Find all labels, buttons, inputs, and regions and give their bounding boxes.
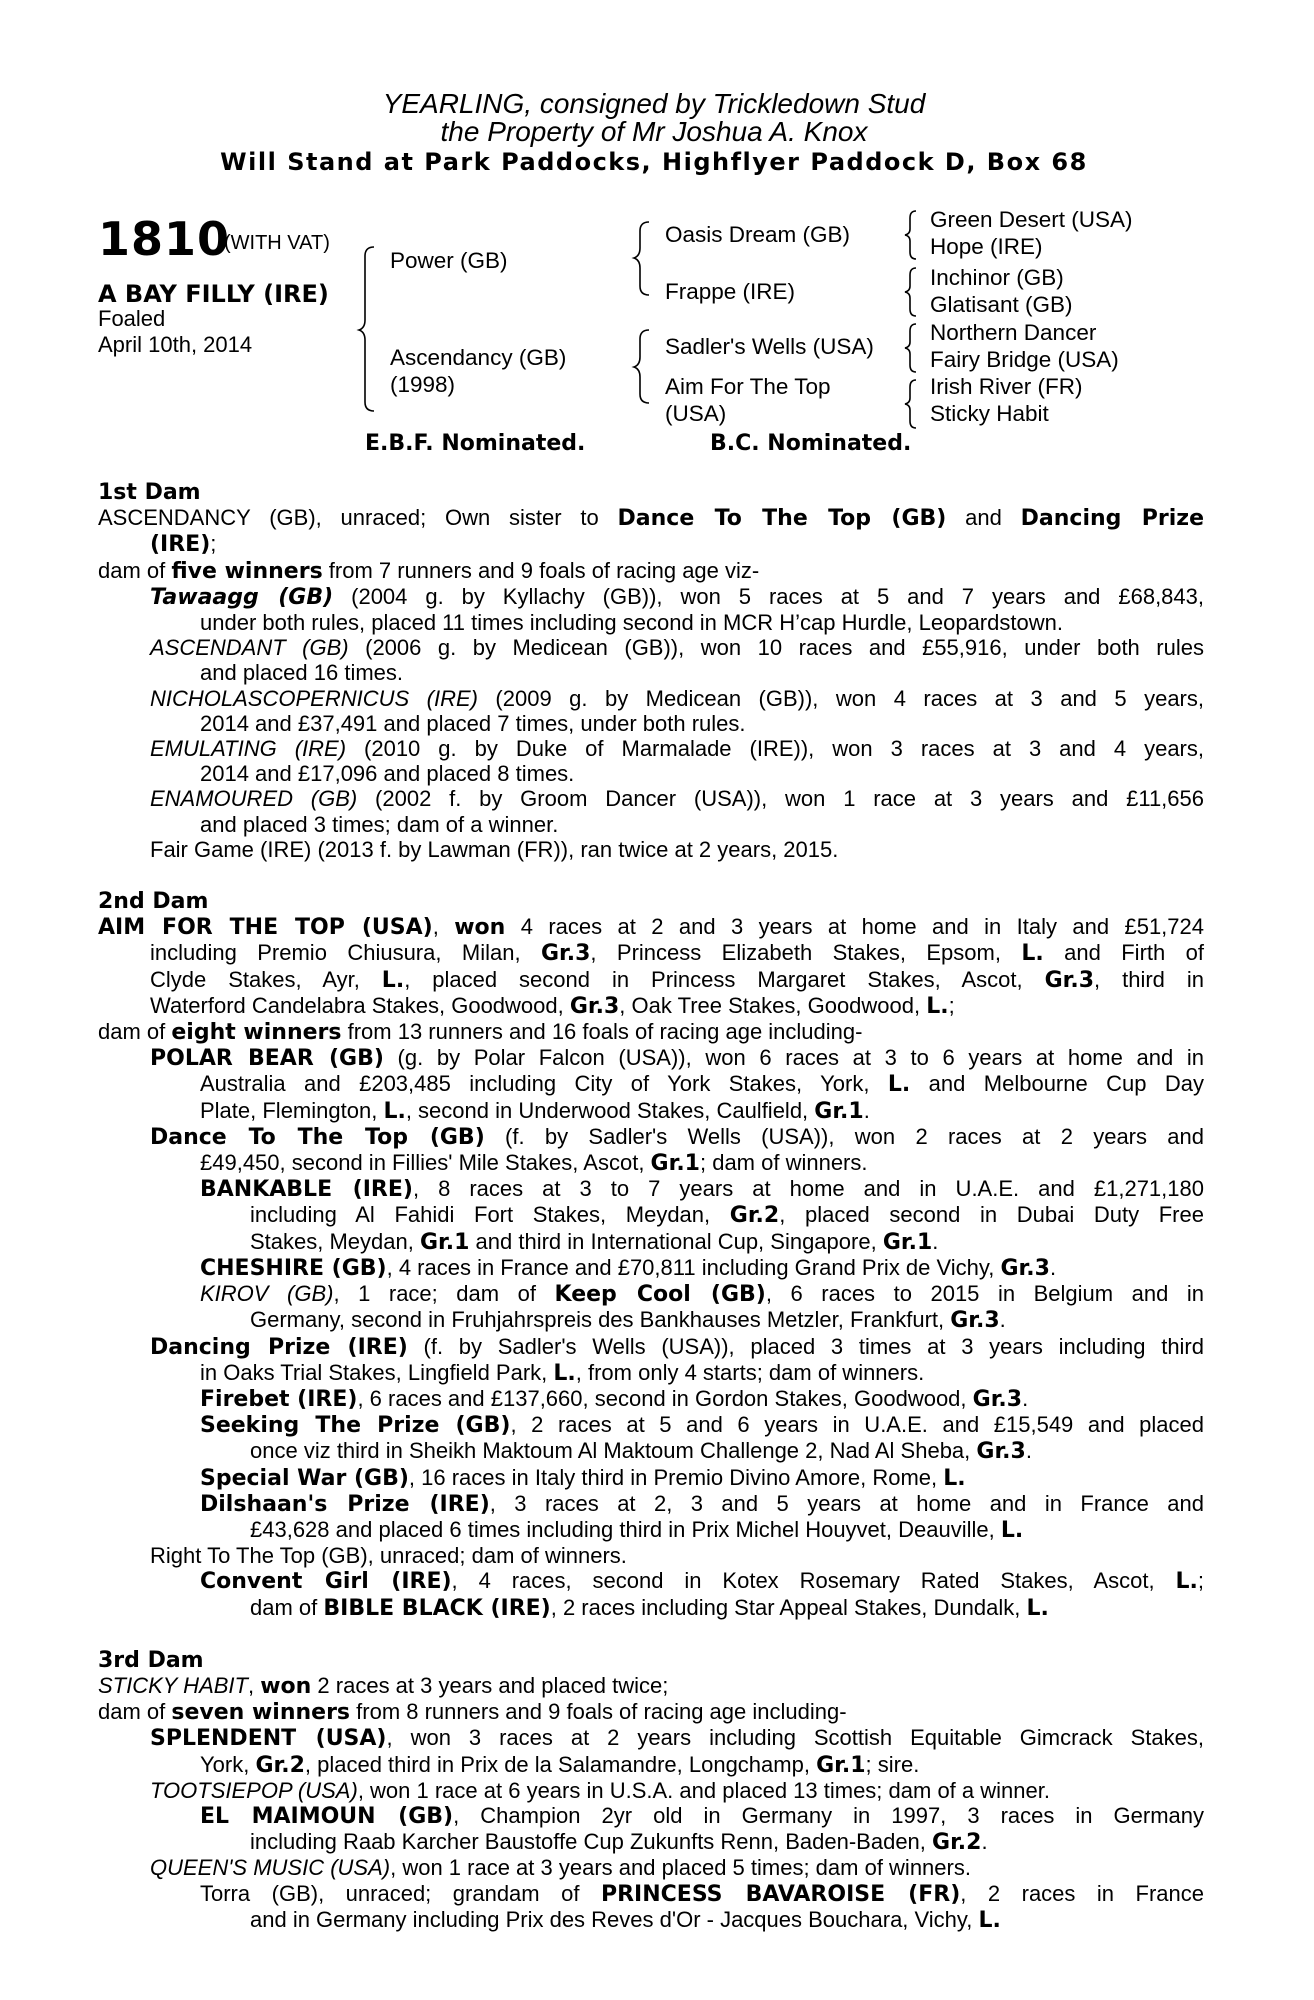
text-line [98,1491,1204,1517]
text-segment: , Champion 2yr old in Germany in 1997, 3 races in Germany [453,1802,1204,1828]
text-line [98,837,1204,862]
text-segment: , 1 race; dam of [333,1281,555,1307]
text-segment: , third in [1094,966,1204,992]
bold-text: L. [926,993,949,1019]
bold-text: L. [887,1072,911,1098]
bold-text: CHESHIRE (GB) [200,1255,387,1281]
bold-text: Gr.1 [650,1151,700,1177]
text-segment: Fair Game (IRE) (2013 f. by Lawman (FR)), ran twice at 2 years, 2015. [150,836,839,862]
header-line-1: YEARLING, consigned by Trickledown Stud [382,88,926,119]
text-segment: ; sire. [865,1751,920,1777]
text-segment: (f. by Sadler's Wells (USA)), won 2 races at 2 years and [484,1123,1205,1149]
text-segment: (2004 g. by Kyllachy (GB)), won 5 races at 5 and 7 years and £68,843, [333,583,1204,609]
italic-text: ENAMOURED (GB) [150,786,358,812]
pedigree-sss: Green Desert (USA) [930,207,1133,232]
text-segment: (2010 g. by Duke of Marmalade (IRE)), won 3 races at 3 and 4 years, [346,736,1204,762]
text-segment: ASCENDANCY (GB), unraced; Own sister to [98,505,618,531]
text-segment: , 6 races to 2015 in Belgium and in [765,1281,1205,1307]
text-segment: , Princess Elizabeth Stakes, Epsom, [590,940,1022,966]
text-segment: and [946,505,1021,531]
text-segment: dam of [98,1019,172,1045]
text-segment: . [999,1307,1006,1333]
text-segment: 2014 and £37,491 and placed 7 times, under both rules. [200,710,746,736]
text-segment: . [1022,1385,1029,1411]
bold-text: Dancing Prize [1020,506,1204,532]
text-segment: from 7 runners and 9 foals of racing age viz- [322,557,760,583]
bold-text: Gr.3 [950,1308,1000,1334]
section-heading [98,479,1204,505]
bold-text: Dilshaan's Prize (IRE) [200,1491,490,1517]
bold-text: Gr.1 [419,1229,470,1255]
text-segment: dam of [98,1699,172,1725]
text-segment: , [247,1672,261,1698]
text-line [98,1202,1204,1228]
bold-text: Gr.2 [255,1752,305,1778]
text-line [98,1699,1204,1725]
text-line [98,1360,1204,1386]
bold-text: PRINCESS BAVAROISE (FR) [600,1881,961,1907]
pedigree-dam-dam-country: (USA) [665,401,727,426]
text-segment: . [932,1228,939,1254]
text-segment: ; [1197,1568,1204,1594]
pedigree-dss: Northern Dancer [930,320,1097,345]
text-segment: Right To The Top (GB), unraced; dam of winners. [150,1543,627,1569]
text-line [98,1725,1204,1751]
bold-text: Gr.2 [729,1203,780,1229]
bold-text: eight winners [171,1020,342,1046]
bold-text: L. [943,1465,966,1491]
bold-text: Gr.1 [814,1098,864,1124]
text-segment: 2 races at 3 years and placed twice; [311,1672,669,1698]
text-segment: once viz third in Sheikh Maktoum Al Maktoum Challenge 2, Nad Al Sheba, [250,1438,977,1464]
section-heading [98,1647,1204,1673]
text-line [98,1517,1204,1543]
text-line [98,1124,1204,1150]
text-segment: and in Germany including Prix des Reves d'Or - Jacques Bouchara, Vichy, [250,1906,979,1932]
pedigree-sds: Inchinor (GB) [930,265,1064,290]
italic-text: EMULATING (IRE) [150,736,347,762]
text-line [98,1881,1204,1907]
bold-text: L. [383,1098,406,1124]
bold-text: Gr.3 [1000,1255,1050,1281]
bold-text: won [260,1673,312,1699]
text-segment: ; dam of winners. [699,1150,868,1176]
text-segment: including Premio Chiusura, Milan, [150,940,541,966]
text-segment: , second in Underwood Stakes, Caulfield, [405,1097,815,1123]
text-line [98,1255,1204,1281]
text-line [98,1543,1204,1568]
bold-text: Seeking The Prize (GB) [200,1413,511,1439]
text-segment: , 2 races at 5 and 6 years in U.A.E. and £15,549 and placed [510,1412,1204,1438]
text-segment: , 2 races in France [960,1880,1205,1906]
text-line [98,812,1204,837]
lot-number: 1810 [98,212,231,266]
text-segment: Waterford Candelabra Stakes, Goodwood, [150,992,570,1018]
bold-text: 1st Dam [98,480,201,505]
bold-text: Tawaagg (GB) [150,584,334,610]
text-segment: from 13 runners and 16 foals of racing age including- [341,1019,863,1045]
bold-text: BANKABLE (IRE) [200,1177,413,1203]
text-line [98,1907,1204,1933]
text-segment: and third in International Cup, Singapore, [469,1228,883,1254]
text-line [98,1229,1204,1255]
text-line [98,993,1204,1019]
text-line [98,1595,1204,1621]
bold-text: Gr.3 [540,941,591,967]
text-segment: (2002 f. by Groom Dancer (USA)), won 1 race at 3 years and £11,656 [357,786,1204,812]
text-segment: 2014 and £17,096 and placed 8 times. [200,761,575,787]
text-line [98,736,1204,761]
bold-text: L. [978,1907,1001,1933]
text-segment: and placed 3 times; dam of a winner. [200,811,559,837]
text-line [98,1752,1204,1778]
text-line [98,1098,1204,1124]
bold-text: won [454,915,506,941]
text-line [98,1019,1204,1045]
text-segment: , Oak Tree Stakes, Goodwood, [619,992,927,1018]
text-line [98,1855,1204,1880]
text-segment: and Firth of [1043,940,1204,966]
text-line [98,558,1204,584]
bold-text: SPLENDENT (USA) [150,1726,387,1752]
text-line [98,1829,1204,1855]
bold-text: L. [1021,941,1044,967]
bold-text: Gr.1 [816,1752,866,1778]
italic-text: KIROV (GB) [200,1281,334,1307]
bold-text: Gr.2 [932,1830,982,1856]
text-line [98,686,1204,711]
text-segment: ; [210,531,217,557]
bold-text: L. [553,1360,576,1386]
bold-text: Convent Girl (IRE) [200,1569,452,1595]
italic-text: QUEEN'S MUSIC (USA) [150,1855,391,1881]
text-segment: Stakes, Meydan, [250,1228,420,1254]
bold-text: L. [1026,1595,1049,1621]
bold-text: (IRE) [150,532,211,558]
text-line [98,1307,1204,1333]
text-segment: Plate, Flemington, [200,1097,384,1123]
bold-text: Gr.3 [569,993,620,1019]
text-line [98,1778,1204,1803]
foaled-date: April 10th, 2014 [98,332,253,357]
text-segment: , 3 races at 2, 3 and 5 years at home and in France and [489,1490,1204,1516]
text-segment: (f. by Sadler's Wells (USA)), placed 3 times at 3 years including third [407,1333,1204,1359]
text-line [98,1438,1204,1464]
italic-text: TOOTSIEPOP (USA) [150,1777,358,1803]
text-segment: (2009 g. by Medicean (GB)), won 4 races at 3 and 5 years, [477,685,1204,711]
text-segment: , placed third in Prix de la Salamandre, Longchamp, [304,1751,817,1777]
text-segment: under both rules, placed 11 times including second in MCR H’cap Hurdle, Leopardstown. [200,610,1063,636]
bold-text: Gr.1 [882,1229,933,1255]
bold-text: 2nd Dam [98,889,209,915]
text-segment: and placed 16 times. [200,660,404,686]
bold-text: Keep Cool (GB) [554,1282,766,1308]
text-segment: including Raab Karcher Baustoffe Cup Zukunfts Renn, Baden-Baden, [250,1829,933,1855]
italic-text: STICKY HABIT [98,1672,248,1698]
foaled-label: Foaled [98,306,166,331]
italic-text: NICHOLASCOPERNICUS (IRE) [150,685,478,711]
bold-text: Gr.3 [972,1386,1023,1412]
text-line [98,914,1204,940]
ebf-nominated: E.B.F. Nominated. [365,431,586,456]
bold-text: Dancing Prize (IRE) [150,1334,408,1360]
text-line [98,940,1204,966]
text-segment: , 2 races including Star Appeal Stakes, Dundalk, [550,1594,1027,1620]
pedigree-sdd: Glatisant (GB) [930,292,1073,317]
text-line [98,1568,1204,1594]
pedigree-ddd: Sticky Habit [930,401,1049,426]
text-line [98,660,1204,685]
text-segment: . [863,1097,870,1123]
text-segment: £49,450, second in Fillies' Mile Stakes, Ascot, [200,1150,651,1176]
text-segment: . [1025,1438,1032,1464]
text-segment: , 8 races at 3 to 7 years at home and in U.A.E. and £1,271,180 [412,1176,1204,1202]
text-line [98,1673,1204,1699]
bold-text: L. [1175,1569,1198,1595]
text-segment: . [1049,1254,1057,1280]
text-segment: from 8 runners and 9 foals of racing age including- [350,1699,847,1725]
text-segment: ; [948,992,955,1018]
text-segment: , won 3 races at 2 years including Scottish Equitable Gimcrack Stakes, [386,1725,1205,1751]
text-segment: , 6 races and £137,660, second in Gordon Stakes, Goodwood, [357,1385,973,1411]
text-segment: Germany, second in Fruhjahrspreis des Bankhauses Metzler, Frankfurt, [250,1307,951,1333]
text-segment: , placed second in Dubai Duty Free [779,1202,1204,1228]
text-segment: and Melbourne Cup Day [910,1071,1205,1097]
text-segment: Torra (GB), unraced; grandam of [200,1880,601,1906]
pedigree-dam: Ascendancy (GB) [390,345,567,370]
text-line [98,1334,1204,1360]
text-segment: York, [200,1751,256,1777]
text-line [98,1412,1204,1438]
bold-text: Dance To The Top (GB) [150,1124,485,1150]
text-segment: , 4 races in France and £70,811 including Grand Prix de Vichy, [386,1254,1001,1280]
text-segment: £43,628 and placed 6 times including third in Prix Michel Houyvet, Deauville, [250,1516,1001,1542]
text-segment: , won 1 race at 3 years and placed 5 times; dam of winners. [390,1855,971,1881]
bold-text: 3rd Dam [98,1647,204,1673]
text-segment: , 16 races in Italy third in Premio Divino Amore, Rome, [408,1464,944,1490]
text-segment: . [981,1829,988,1855]
text-segment: , won 1 race at 6 years in U.S.A. and placed 13 times; dam of a winner. [357,1777,1050,1803]
pedigree-sire: Power (GB) [390,248,508,273]
catalogue-body [98,479,1204,1933]
text-segment: , placed second in Princess Margaret Stakes, Ascot, [404,966,1045,992]
bold-text: L. [381,967,405,993]
text-line [98,1803,1204,1829]
bold-text: POLAR BEAR (GB) [150,1046,384,1072]
text-segment: , from only 4 starts; dam of winners. [575,1359,925,1385]
bold-text: Gr.3 [976,1439,1026,1465]
text-line [98,1176,1204,1202]
bold-text: Gr.3 [1044,967,1095,993]
bold-text: five winners [171,558,323,584]
pedigree-dam-dam: Aim For The Top [665,374,831,399]
text-line [98,786,1204,811]
text-segment: Clyde Stakes, Ayr, [150,966,382,992]
text-line [98,1071,1204,1097]
text-line [98,635,1204,660]
text-segment: 4 races at 2 and 3 years at home and in Italy and £51,724 [505,914,1204,940]
pedigree-dds: Irish River (FR) [930,374,1083,399]
bold-text: AIM FOR THE TOP (USA) [98,915,433,941]
bold-text: Special War (GB) [200,1465,409,1491]
bold-text: EL MAIMOUN (GB) [200,1803,454,1829]
vat-label: (WITH VAT) [224,232,330,254]
text-segment: Australia and £203,485 including City of York Stakes, York, [200,1071,888,1097]
bc-nominated: B.C. Nominated. [710,431,912,456]
text-line [98,1150,1204,1176]
text-line [98,584,1204,610]
text-segment: dam of [98,557,172,583]
text-segment: (2006 g. by Medicean (GB)), won 10 races and £55,916, under both rules [348,635,1204,661]
bold-text: Firebet (IRE) [200,1386,358,1412]
text-line [98,505,1204,531]
bold-text: L. [1000,1517,1024,1543]
text-segment: , [432,914,455,940]
text-line [98,610,1204,635]
pedigree-dsd: Fairy Bridge (USA) [930,347,1119,372]
text-segment: , 4 races, second in Kotex Rosemary Rated Stakes, Ascot, [451,1568,1176,1594]
italic-text: ASCENDANT (GB) [150,635,349,661]
text-line [98,1045,1204,1071]
text-line [98,761,1204,786]
text-line [98,711,1204,736]
text-line [98,1386,1204,1412]
text-segment: (g. by Polar Falcon (USA)), won 6 races at 3 to 6 years at home and in [383,1045,1204,1071]
lot-name: A BAY FILLY (IRE) [98,280,329,308]
pedigree-sire-dam: Frappe (IRE) [665,279,796,304]
text-line [98,531,1204,557]
text-segment: in Oaks Trial Stakes, Lingfield Park, [200,1359,554,1385]
section-heading [98,888,1204,914]
text-segment: dam of [250,1594,324,1620]
bold-text: seven winners [171,1700,351,1726]
pedigree-dam-sire: Sadler's Wells (USA) [665,334,874,359]
text-segment: including Al Fahidi Fort Stakes, Meydan, [250,1202,730,1228]
text-line [98,967,1204,993]
text-line [98,1281,1204,1307]
bold-text: BIBLE BLACK (IRE) [323,1595,551,1621]
pedigree-ssd: Hope (IRE) [930,234,1043,259]
text-line [98,1465,1204,1491]
bold-text: Dance To The Top (GB) [617,506,947,532]
header-line-3: Will Stand at Park Paddocks, Highflyer Paddock D, Box 68 [220,148,1088,176]
pedigree-dam-year: (1998) [390,372,456,397]
pedigree-sire-sire: Oasis Dream (GB) [665,222,851,247]
header-line-2: the Property of Mr Joshua A. Knox [440,116,868,147]
